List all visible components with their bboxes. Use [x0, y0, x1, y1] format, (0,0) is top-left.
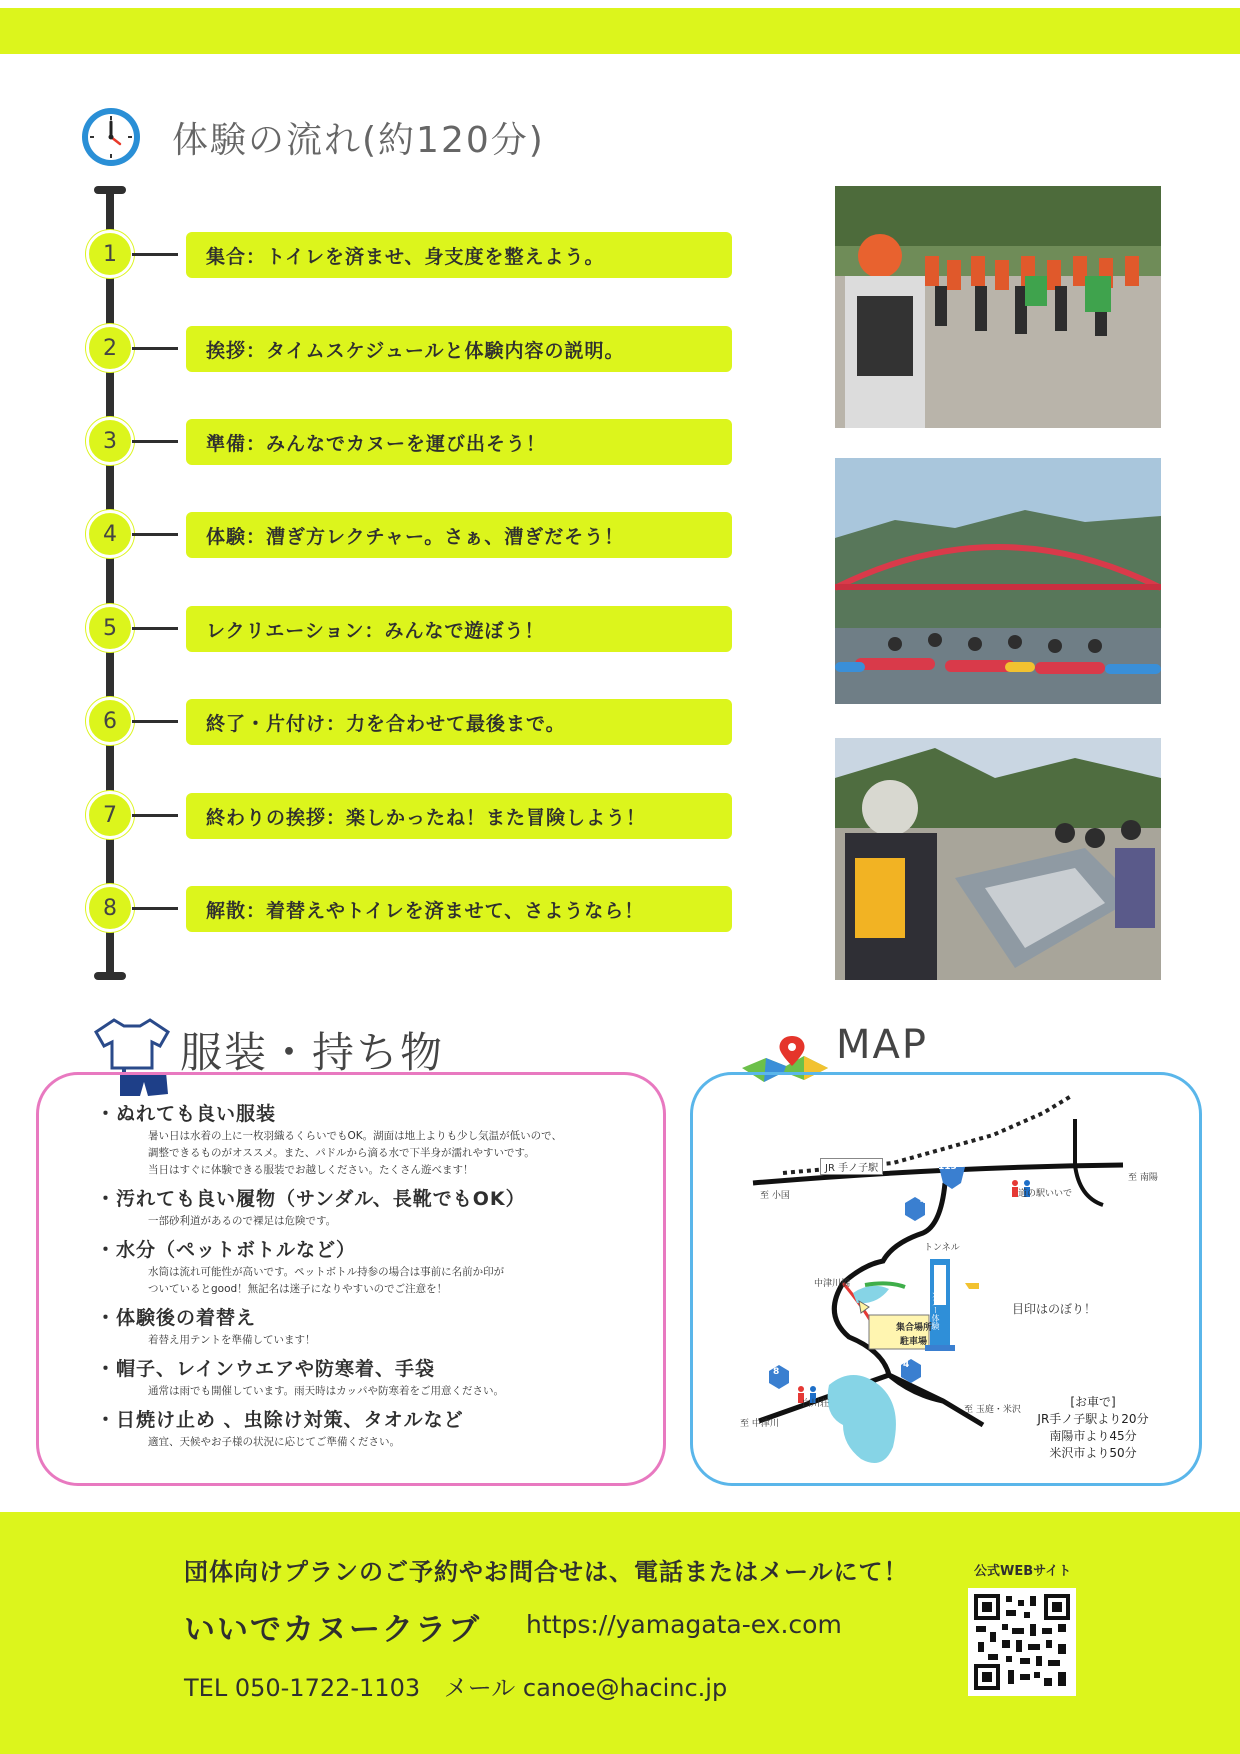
step-number: 3	[86, 417, 134, 465]
list-item	[96, 1100, 636, 1179]
bridge-label: 中津川橋	[814, 1279, 851, 1289]
step-text: 終わりの挨拶：楽しかったね！また冒険しよう！	[186, 793, 732, 839]
step-number: 2	[86, 324, 134, 372]
step-text: 挨拶：タイムスケジュールと体験内容の説明。	[186, 326, 732, 372]
timeline-top-cap	[94, 186, 126, 194]
to-oguni-label: 至 小国	[760, 1191, 790, 1201]
contact-line	[184, 1668, 743, 1703]
list-item	[96, 1236, 636, 1298]
timeline-line	[106, 190, 114, 976]
timeline-bottom-cap	[94, 972, 126, 980]
to-tamaniwa-label: 至 玉庭・米沢	[964, 1405, 1021, 1415]
step-number: 5	[86, 604, 134, 652]
item-heading: ・汚れても良い履物（サンダル、長靴でもOK）	[96, 1188, 526, 1210]
phone-number[interactable]: TEL 050-1722-1103	[184, 1674, 421, 1702]
step-number: 6	[86, 697, 134, 745]
clothing-title: 服装・持ち物	[180, 1028, 445, 1077]
clock-icon	[80, 106, 142, 168]
route-8-label: 8	[773, 1367, 780, 1377]
route-113-label: 113	[938, 1162, 957, 1172]
car-info-title: [お車で]	[1070, 1395, 1116, 1409]
flow-step	[86, 324, 736, 376]
flow-step	[86, 791, 736, 843]
flow-step	[86, 884, 736, 936]
top-accent-bar	[0, 8, 1240, 54]
step-number: 8	[86, 884, 134, 932]
roadside-station-label: 道の駅いいで	[1018, 1189, 1073, 1199]
flow-step	[86, 604, 736, 656]
car-info-line: JR手ノ子駅より20分	[1037, 1412, 1149, 1426]
station-label: JR 手ノ子駅	[820, 1158, 883, 1175]
flow-title: 体験の流れ(約120分)	[172, 119, 545, 161]
item-heading: ・日焼け止め 、虫除け対策、タオルなど	[96, 1409, 464, 1431]
step-connector	[132, 533, 178, 536]
to-nakatsugawa-label: 至 中津川	[740, 1419, 779, 1429]
qr-label: 公式WEBサイト	[974, 1564, 1072, 1579]
landmark-label: 目印はのぼり！	[1012, 1302, 1097, 1316]
list-item	[96, 1406, 636, 1451]
list-item	[96, 1304, 636, 1349]
pointing-hand-icon	[965, 1283, 979, 1289]
item-note: 水筒は流れ可能性が高いです。ペットボトル持参の場合は事前に名前か印が	[148, 1266, 505, 1278]
flow-step	[86, 417, 736, 469]
item-heading: ・水分（ペットボトルなど）	[96, 1239, 357, 1261]
step-text: 解散：着替えやトイレを済ませて、さようなら！	[186, 886, 732, 932]
item-note: 当日はすぐに体験できる服装でお越しください。たくさん遊べます！	[148, 1164, 474, 1176]
flow-section-header	[80, 106, 545, 168]
route-4-label-south: 4	[903, 1360, 910, 1370]
item-heading: ・ぬれても良い服装	[96, 1103, 277, 1125]
step-connector	[132, 253, 178, 256]
step-text: 集合：トイレを済ませ、身支度を整えよう。	[186, 232, 732, 278]
list-item	[96, 1185, 636, 1230]
club-name: いいでカヌークラブ	[184, 1612, 481, 1648]
step-number: 4	[86, 510, 134, 558]
item-note: 一部砂利道があるので裸足は危険です。	[148, 1215, 337, 1227]
step-text: 終了・片付け：力を合わせて最後まで。	[186, 699, 732, 745]
to-nanyo-label: 至 南陽	[1128, 1173, 1158, 1183]
step-connector	[132, 440, 178, 443]
shirakawa-label: 白川荘	[802, 1399, 830, 1409]
step-number: 7	[86, 791, 134, 839]
step-connector	[132, 907, 178, 910]
item-note: ついているとgood！無記名は迷子になりやすいのでご注意を！	[148, 1283, 448, 1295]
meeting-point-label: 集合場所	[896, 1323, 933, 1333]
flow-step	[86, 697, 736, 749]
item-heading: ・体験後の着替え	[96, 1307, 257, 1329]
list-item	[96, 1355, 636, 1400]
route-4-label: 4	[920, 1196, 927, 1206]
step-text: 準備：みんなでカヌーを運び出そう！	[186, 419, 732, 465]
flow-step	[86, 230, 736, 282]
item-note: 調整できるものがオススメ。また、パドルから滴る水で下半身が濡れやすいです。	[148, 1147, 535, 1159]
step-connector	[132, 347, 178, 350]
car-access-info	[1028, 1394, 1158, 1462]
flow-step	[86, 510, 736, 562]
step-number: 1	[86, 230, 134, 278]
car-info-line: 南陽市より45分	[1049, 1429, 1137, 1443]
contact-message: 団体向けプランのご予約やお問合せは、電話またはメールにて！	[184, 1558, 909, 1586]
carrying-canoe-photo	[835, 738, 1161, 980]
parking-label: 駐車場	[900, 1337, 928, 1347]
item-note: 暑い日は水着の上に一枚羽織るくらいでもOK。湖面は地上よりも少し気温が低いので、	[148, 1130, 562, 1142]
step-connector	[132, 627, 178, 630]
step-text: レクリエーション：みんなで遊ぼう！	[186, 606, 732, 652]
step-connector	[132, 720, 178, 723]
website-link[interactable]: https://yamagata-ex.com	[526, 1610, 842, 1639]
step-connector	[132, 814, 178, 817]
clothing-list	[96, 1100, 636, 1457]
route-shield-4	[900, 1197, 928, 1383]
item-note: 通常は雨でも開催しています。雨天時はカッパや防寒着をご用意ください。	[148, 1385, 505, 1397]
car-info-line: 米沢市より50分	[1049, 1446, 1137, 1460]
tunnel-label: トンネル	[924, 1243, 960, 1253]
step-text: 体験：漕ぎ方レクチャー。さぁ、漕ぎだそう！	[186, 512, 732, 558]
email-address[interactable]: メール canoe@hacinc.jp	[443, 1674, 728, 1702]
map-title: MAP	[836, 1022, 928, 1068]
flag-text: カヌー体験	[931, 1290, 940, 1330]
canoe-bridge-photo	[835, 458, 1161, 704]
qr-code[interactable]	[968, 1588, 1076, 1696]
item-note: 着替え用テントを準備しています！	[148, 1334, 316, 1346]
group-photo	[835, 186, 1161, 428]
item-note: 適宜、天候やお子様の状況に応じてご準備ください。	[148, 1436, 400, 1448]
item-heading: ・帽子、レインウエアや防寒着、手袋	[96, 1358, 436, 1380]
